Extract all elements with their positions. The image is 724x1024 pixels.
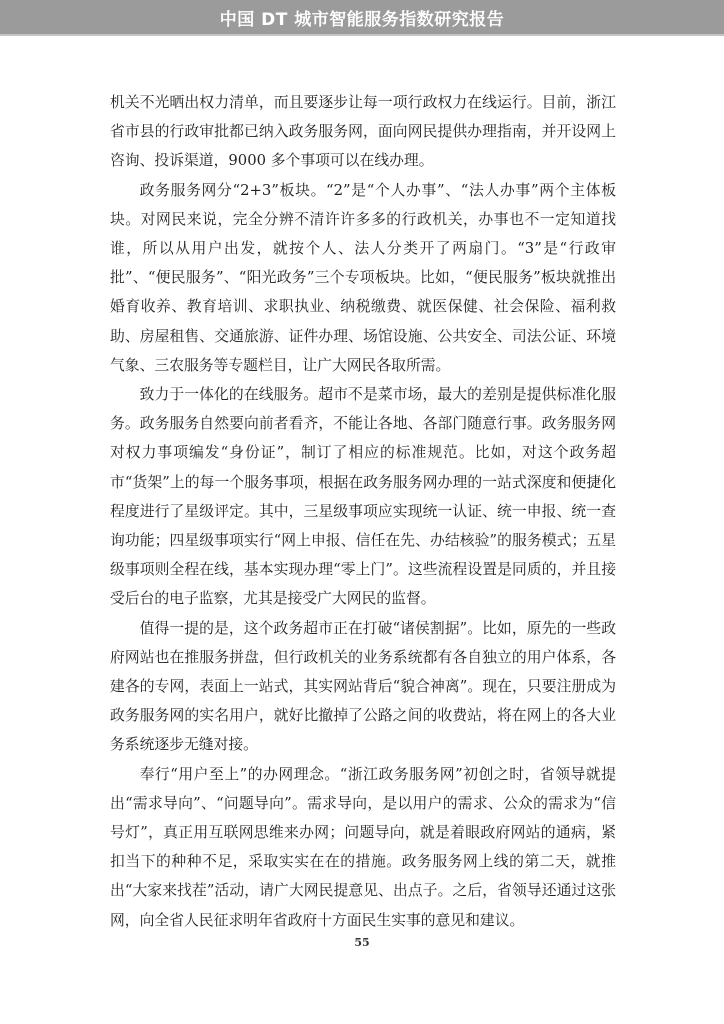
paragraph-2: 政务服务网分“2+3”板块。“2”是“个人办事”、“法人办事”两个主体板块。对网民来说，完全分辨不清许许多多的行政机关，办事也不一定知道找谁，所以从用户出发，就按个人、法人分类开了两扇门。“3”是“行政审批”、“便民服务”、“阳光政务”三个专项板块。比如，“便民服务”板块就推出婚育收养、教育培训、求职执业、纳税缴费、就医保健、社会保险、福利救助、房屋租售、交通旅游、证件办理、场馆设施、公共安全、司法公证、环境气象、三农服务等专题栏目，让广大网民各取所需。 — [110, 181, 616, 374]
paragraph-1: 机关不光晒出权力清单，而且要逐步让每一项行政权力在线运行。目前，浙江省市县的行政审批都已纳入政务服务网，面向网民提供办理指南，并开设网上咨询、投诉渠道，9000 多个事项可以在线办理。 — [110, 94, 616, 170]
page-number: 55 — [354, 936, 370, 949]
report-header-bar — [0, 0, 724, 36]
paragraph-4: 值得一提的是，这个政务超市正在打破“诸侯割据”。比如，原先的一些政府网站也在推服务拼盘，但行政机关的业务系统都有各自独立的用户体系，各建各的专网，表面上一站式，其实网站背后“貌合神离”。现在，只要注册成为政务服务网的实名用户，就好比撤掉了公路之间的收费站，将在网上的各大业务系统逐步无缝对接。 — [110, 619, 616, 754]
paragraph-3: 致力于一体化的在线服务。超市不是菜市场，最大的差别是提供标准化服务。政务服务自然要向前者看齐，不能让各地、各部门随意行事。政务服务网对权力事项编发“身份证”，制订了相应的标准规范。比如，对这个政务超市“货架”上的每一个服务事项，根据在政务服务网办理的一站式深度和便捷化程度进行了星级评定。其中，三星级事项应实现统一认证、统一申报、统一查询功能；四星级事项实行“网上申报、信任在先、办结核验”的服务模式；五星级事项则全程在线，基本实现办理“零上门”。这些流程设置是同质的，并且接受后台的电子监察，尤其是接受广大网民的监督。 — [110, 386, 616, 608]
report-title: 中国 DT 城市智能服务指数研究报告 — [219, 9, 505, 30]
document-body — [110, 88, 616, 935]
paragraph-5: 奉行“用户至上”的办网理念。“浙江政务服务网”初创之时，省领导就提出“需求导向”、“问题导向”。需求导向，是以用户的需求、公众的需求为“信号灯”，真正用互联网思维来办网；问题导向，就是着眼政府网站的通病，紧扣当下的种种不足，采取实实在在的措施。政务服务网上线的第二天，就推出“大家来找茬”活动，请广大网民提意见、出点子。之后，省领导还通过这张网，向全省人民征求明年省政府十方面民生实事的意见和建议。 — [110, 765, 616, 929]
